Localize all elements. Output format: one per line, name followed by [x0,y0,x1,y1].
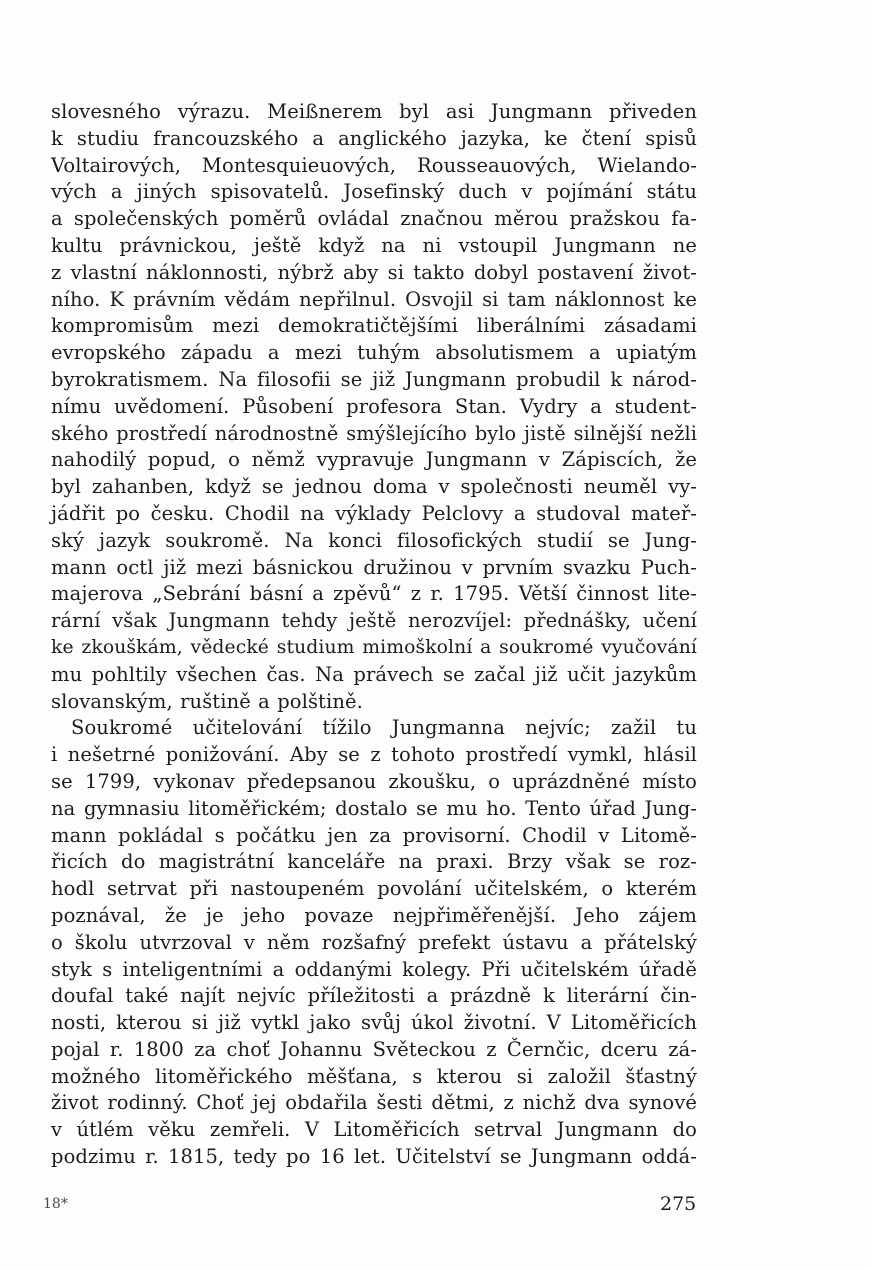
text-line: život rodinný. Choť jej obdařila šesti dětmi, z nichž dva synové [51,1091,697,1115]
text-line: mann octl již mezi básnickou družinou v prvním svazku Puch- [51,555,697,579]
text-line: vých a jiných spisovatelů. Josefinský duch v pojímání státu [51,180,697,204]
text-line: o školu utvrzoval v něm rozšafný prefekt ústavu a přátelský [51,930,697,954]
text-line: hodl setrvat při nastoupeném povolání učitelském, o kterém [51,877,697,901]
paragraph-start-line: Soukromé učitelování tížilo Jungmanna nejvíc; zažil tu [71,716,697,740]
text-line: i nešetrné ponižování. Aby se z tohoto prostředí vymkl, hlásil [51,743,697,767]
text-line: ke zkouškám, vědecké studium mimoškolní a soukromé vyučování [51,636,697,658]
text-line: doufal také najít nejvíc příležitosti a prázdně k literární čin- [51,984,697,1008]
text-line: nímu uvědomení. Působení profesora Stan. Vydry a student- [51,394,697,418]
text-line: ský jazyk soukromě. Na konci filosofických studií se Jung- [51,528,697,552]
text-line: slovesného výrazu. Meißnerem byl asi Jungmann přiveden [51,100,697,123]
text-line: ského prostředí národnostně smýšlejícího bylo jistě silnější nežli [51,421,697,445]
body-text [51,99,697,1171]
paragraph-end-line: slovanským, ruštině a polštině. [51,689,363,713]
text-line: se 1799, vykonav předepsanou zkoušku, o uprázdněné místo [51,769,697,793]
text-line: styk s inteligentními a oddanými kolegy. Při učitelském úřadě [51,957,697,981]
text-line: kultu právnickou, ještě když na ni vstoupil Jungmann ne [51,233,697,257]
text-line: pojal r. 1800 za choť Johannu Světeckou z Černčic, dceru zá- [51,1037,697,1061]
text-line: rární však Jungmann tehdy ještě nerozvíjel: přednášky, učení [51,609,697,633]
text-line: majerova „Sebrání básní a zpěvů“ z r. 1795. Větší činnost lite- [51,582,697,606]
text-line: nosti, kterou si již vytkl jako svůj úkol životní. V Litoměřicích [51,1011,697,1035]
text-line: řicích do magistrátní kanceláře na praxi. Brzy však se roz- [51,850,697,874]
text-line: v útlém věku zemřeli. V Litoměřicích setrval Jungmann do [51,1118,697,1142]
text-line: a společenských poměrů ovládal značnou měrou pražskou fa- [51,207,697,231]
text-line: z vlastní náklonnosti, nýbrž aby si takto dobyl postavení život- [51,260,697,284]
text-line: mu pohltily všechen čas. Na právech se začal již učit jazykům [51,662,697,686]
text-line: nahodilý popud, o němž vypravuje Jungmann v Zápiscích, že [51,448,697,472]
text-line: možného litoměřického měšťana, s kterou si založil šťastný [51,1064,697,1088]
text-line: na gymnasiu litoměřickém; dostalo se mu ho. Tento úřad Jung- [51,796,697,820]
text-line: byrokratismem. Na filosofii se již Jungmann probudil k národ- [51,367,697,391]
text-line: jádřit po česku. Chodil na výklady Pelclovy a studoval mateř- [51,501,697,525]
text-line: Voltairových, Montesquieuových, Rousseauových, Wielando- [51,153,697,177]
text-line: byl zahanben, když se jednou doma v společnosti neuměl vy- [51,475,697,499]
text-line: mann pokládal s počátku jen za provisorní. Chodil v Litomě- [51,823,697,847]
text-line: k studiu francouzského a anglického jazyka, ke čtení spisů [51,126,697,150]
page-number: 275 [660,1193,697,1215]
text-line: evropského západu a mezi tuhým absolutismem a upiatým [51,341,697,365]
printer-signature-mark: 18* [43,1196,68,1212]
text-line: ního. K právním vědám nepřilnul. Osvojil si tam náklonnost ke [51,287,697,311]
text-line: kompromisům mezi demokratičtějšími liberálními zásadami [51,314,697,338]
text-line: podzimu r. 1815, tedy po 16 let. Učitelství se Jungmann oddá- [51,1145,697,1169]
text-line: poznával, že je jeho povaze nejpřiměřenější. Jeho zájem [51,903,697,927]
